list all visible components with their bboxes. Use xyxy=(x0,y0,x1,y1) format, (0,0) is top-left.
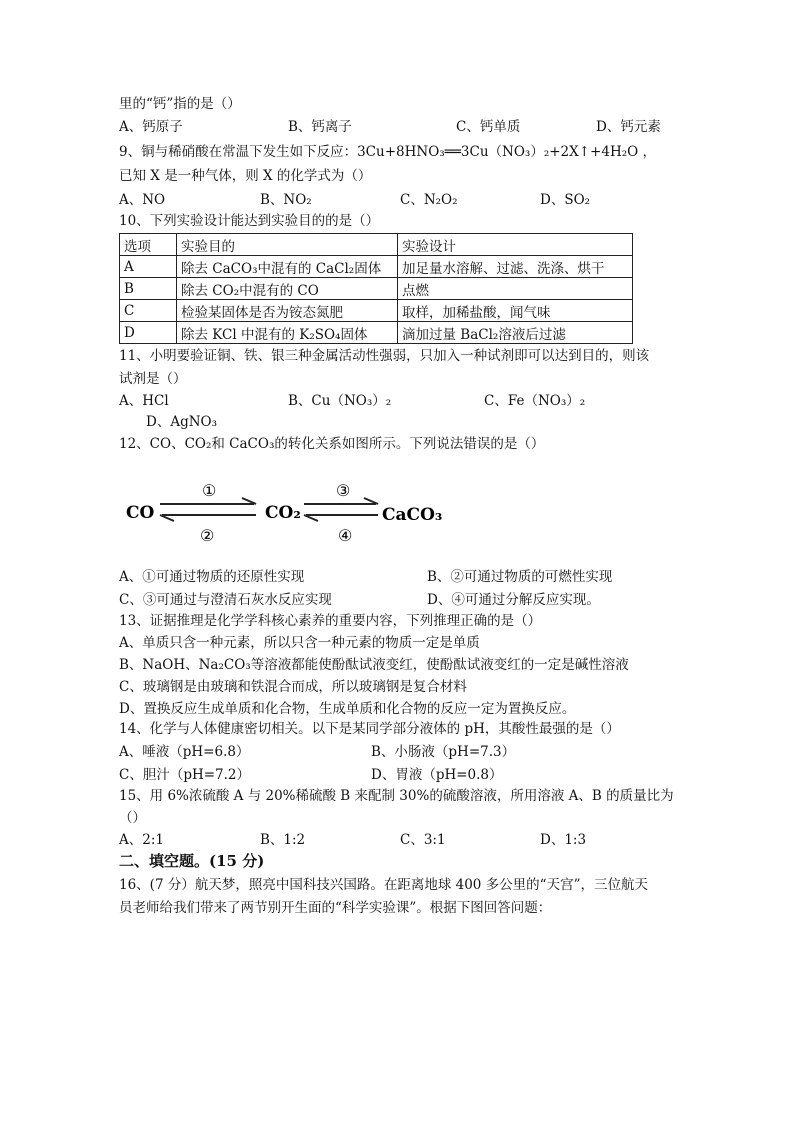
q13-option-c: C、玻璃钢是由玻璃和铁混合而成，所以玻璃钢是复合材料 xyxy=(119,679,467,695)
table-cell: 检验某固体是否为铵态氮肥 xyxy=(177,300,398,322)
table-cell: 除去 CaCO₃中混有的 CaCl₂固体 xyxy=(177,256,398,278)
q9-option-c: C、N₂O₂ xyxy=(400,192,458,208)
q12-option-d: D、④可通过分解反应实现。 xyxy=(427,592,600,608)
conversion-diagram xyxy=(124,478,464,550)
q11-option-a: A、HCl xyxy=(119,393,169,409)
marker-4: ④ xyxy=(338,526,353,545)
q14-option-c: C、胆汁（pH=7.2） xyxy=(119,767,251,783)
q8-option-a: A、钙原子 xyxy=(119,119,183,135)
question-15-stem: 15、用 6%浓硫酸 A 与 20%稀硫酸 B 来配制 30%的硫酸溶液，所用溶液 A、B 的质量比为 xyxy=(119,788,674,804)
table-header: 实验设计 xyxy=(398,234,633,256)
q9-option-b: B、NO₂ xyxy=(260,192,312,208)
question-14-stem: 14、化学与人体健康密切相关。以下是某同学部分液体的 pH，其酸性最强的是（） xyxy=(119,721,620,737)
table-cell: 除去 KCl 中混有的 K₂SO₄固体 xyxy=(177,322,398,344)
q13-option-b: B、NaOH、Na₂CO₃等溶液都能使酚酞试液变红，使酚酞试液变红的一定是碱性溶液 xyxy=(119,657,629,673)
table-cell: 除去 CO₂中混有的 CO xyxy=(177,278,398,300)
table-cell: C xyxy=(120,300,177,322)
table-header-row xyxy=(120,234,633,256)
q15-option-b: B、1:2 xyxy=(260,832,306,848)
q8-option-c: C、钙单质 xyxy=(456,119,521,135)
table-cell: D xyxy=(120,322,177,344)
table-cell: 加足量水溶解、过滤、洗涤、烘干 xyxy=(398,256,633,278)
q11-option-b: B、Cu（NO₃）₂ xyxy=(288,393,392,409)
q9-option-d: D、SO₂ xyxy=(540,192,591,208)
q14-option-d: D、胃液（pH=0.8） xyxy=(371,767,503,783)
q13-option-d: D、置换反应生成单质和化合物，生成单质和化合物的反应一定为置换反应。 xyxy=(119,701,576,717)
table-cell: 点燃 xyxy=(398,278,633,300)
question-9-stem-cont: 已知 X 是一种气体，则 X 的化学式为（） xyxy=(119,168,372,184)
q15-option-d: D、1:3 xyxy=(540,832,587,848)
co2-label: CO₂ xyxy=(265,503,301,523)
table-header: 选项 xyxy=(120,234,177,256)
q10-table xyxy=(119,233,633,344)
table-cell: B xyxy=(120,278,177,300)
caco3-label: CaCO₃ xyxy=(382,505,443,525)
table-row xyxy=(120,256,633,278)
q15-option-c: C、3:1 xyxy=(400,832,446,848)
question-12-stem: 12、CO、CO₂和 CaCO₃的转化关系如图所示。下列说法错误的是（） xyxy=(119,436,545,452)
table-cell: A xyxy=(120,256,177,278)
q14-option-b: B、小肠液（pH=7.3） xyxy=(371,744,516,760)
marker-2: ② xyxy=(200,526,215,545)
table-row xyxy=(120,322,633,344)
marker-1: ① xyxy=(202,481,217,500)
table-cell: 取样，加稀盐酸，闻气味 xyxy=(398,300,633,322)
question-13-stem: 13、证据推理是化学学科核心素养的重要内容，下列推理正确的是（） xyxy=(119,613,542,629)
q12-option-c: C、③可通过与澄清石灰水反应实现 xyxy=(119,592,332,608)
question-11-stem-cont: 试剂是（） xyxy=(119,371,187,387)
q12-option-b: B、②可通过物质的可燃性实现 xyxy=(427,569,613,585)
q8-option-b: B、钙离子 xyxy=(288,119,352,135)
q11-option-d: D、AgNO₃ xyxy=(146,414,218,430)
table-cell: 滴加过量 BaCl₂溶液后过滤 xyxy=(398,322,633,344)
question-11-stem: 11、小明要验证铜、铁、银三种金属活动性强弱，只加入一种试剂即可以达到目的，则该 xyxy=(119,348,650,364)
q12-option-a: A、①可通过物质的还原性实现 xyxy=(119,569,305,585)
question-9-stem: 9、铜与稀硝酸在常温下发生如下反应：3Cu+8HNO₃══3Cu（NO₃）₂+2X↑+4H₂O ， xyxy=(119,144,657,160)
q14-option-a: A、唾液（pH=6.8） xyxy=(119,744,250,760)
question-16-stem-cont: 员老师给我们带来了两节别开生面的“科学实验课”。根据下图回答问题： xyxy=(119,900,552,916)
question-10-stem: 10、下列实验设计能达到实验目的的是（） xyxy=(119,213,380,229)
question-8-stem-tail: 里的“钙”指的是（） xyxy=(119,96,241,112)
question-15-stem-cont: （） xyxy=(119,810,146,826)
table-row xyxy=(120,278,633,300)
q9-option-a: A、NO xyxy=(119,192,166,208)
q15-option-a: A、2:1 xyxy=(119,832,164,848)
question-16-stem: 16、(7 分）航天梦，照亮中国科技兴国路。在距离地球 400 多公里的“天宫”，三位航天 xyxy=(119,877,648,893)
marker-3: ③ xyxy=(336,481,351,500)
section-2-title: 二、填空题。(15 分) xyxy=(119,852,265,870)
table-header: 实验目的 xyxy=(177,234,398,256)
table-row xyxy=(120,300,633,322)
q8-option-d: D、钙元素 xyxy=(596,119,661,135)
co-label: CO xyxy=(126,503,155,523)
q13-option-a: A、单质只含一种元素，所以只含一种元素的物质一定是单质 xyxy=(119,635,480,651)
q11-option-c: C、Fe（NO₃）₂ xyxy=(484,393,586,409)
